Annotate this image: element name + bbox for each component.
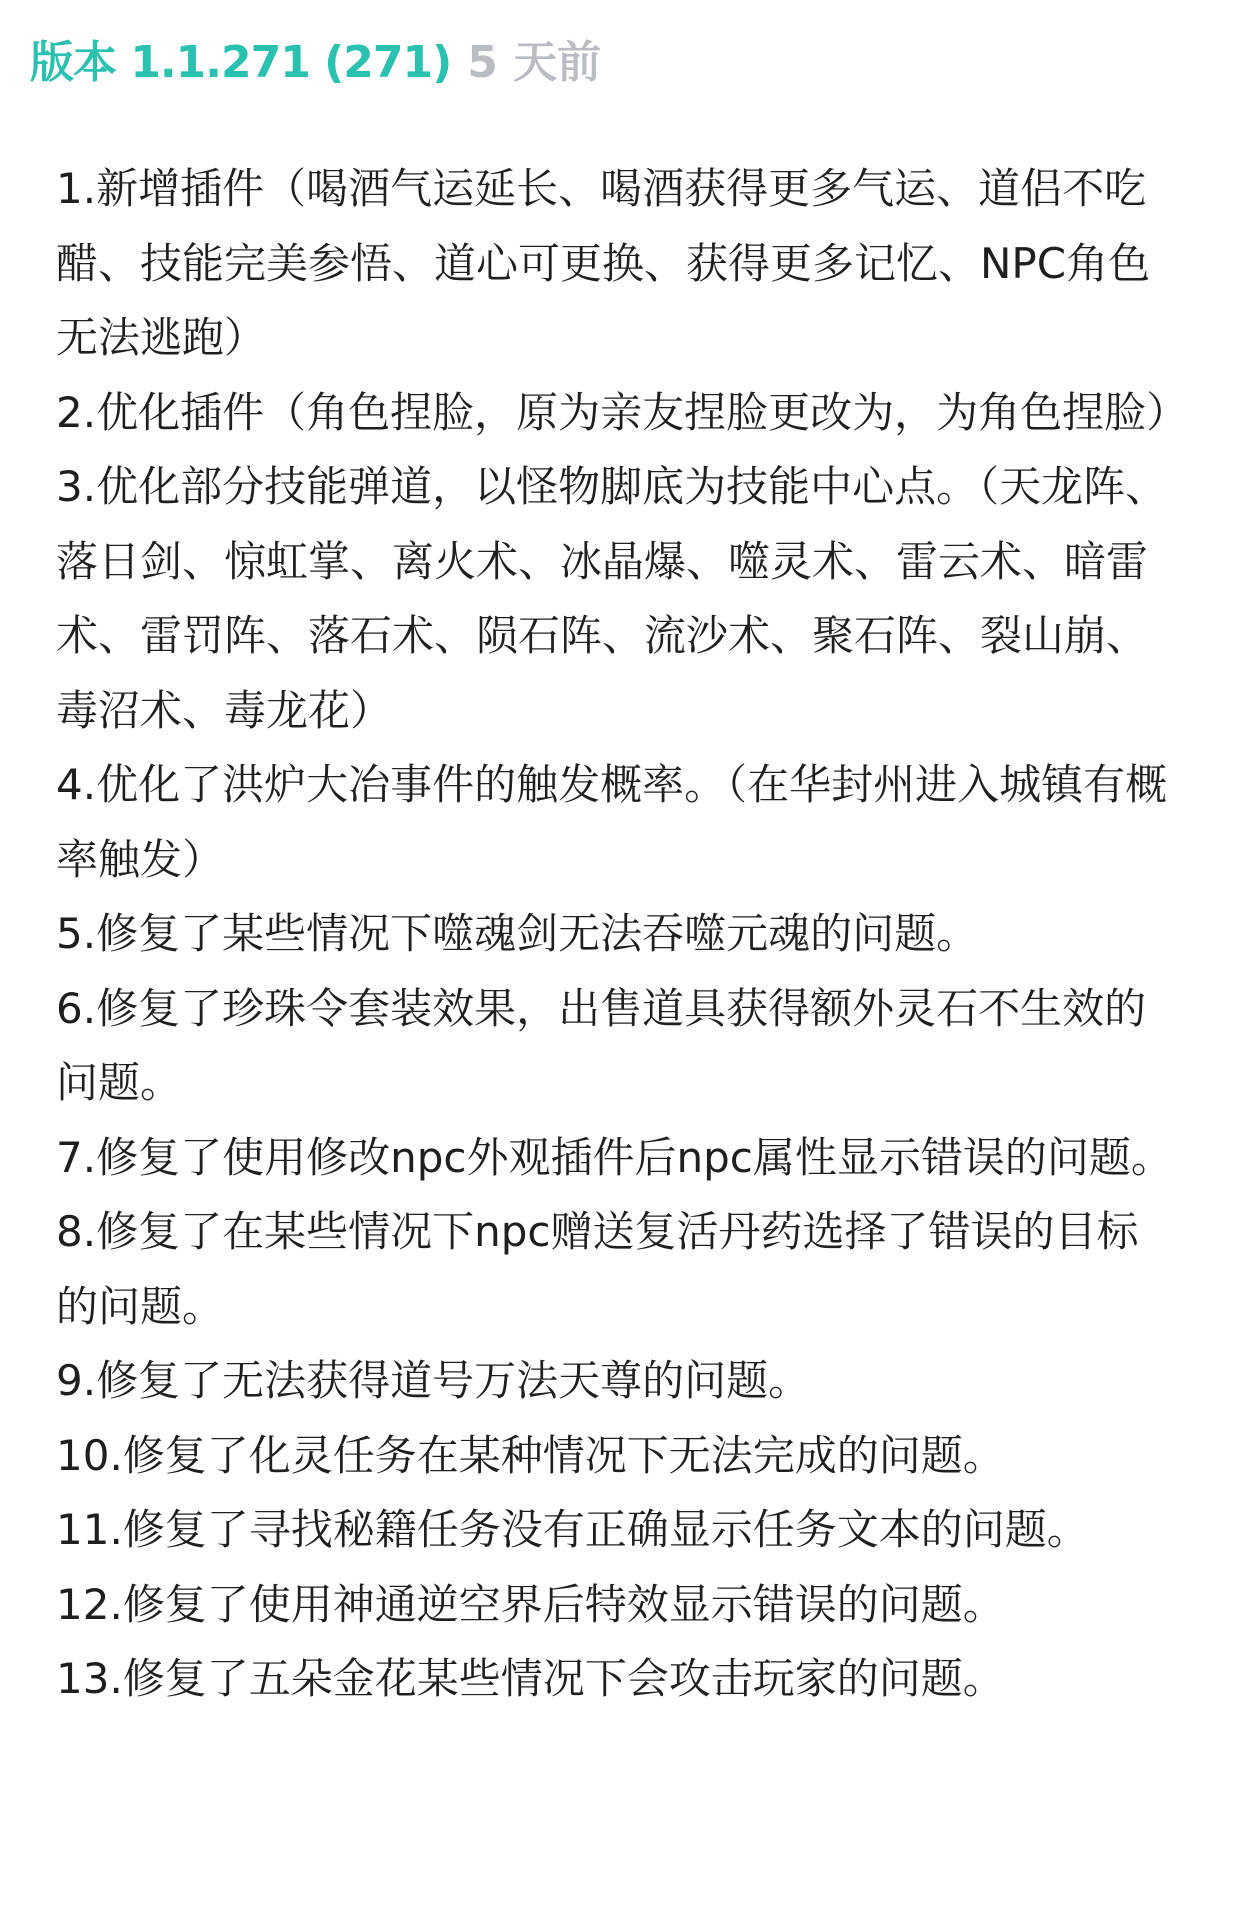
changelog-item: 11.修复了寻找秘籍任务没有正确显示任务文本的问题。	[56, 1505, 1089, 1554]
changelog-item: 6.修复了珍珠令套装效果，出售道具获得额外灵石不生效的问题。	[56, 983, 1147, 1107]
changelog-item: 10.修复了化灵任务在某种情况下无法完成的问题。	[56, 1430, 1005, 1480]
release-header	[30, 26, 601, 90]
changelog-item: 1.新增插件（喝酒气运延长、喝酒获得更多气运、道侣不吃醋、技能完美参悟、道心可更换、获得更多记忆、NPC角色无法逃跑）	[56, 164, 1151, 362]
changelog-item: 13.修复了五朵金花某些情况下会攻击玩家的问题。	[56, 1654, 1005, 1703]
changelog-item: 8.修复了在某些情况下npc赠送复活丹药选择了错误的目标的问题。	[56, 1207, 1139, 1331]
changelog-item: 9.修复了无法获得道号万法天尊的问题。	[56, 1356, 811, 1405]
changelog-list	[56, 152, 1189, 1717]
changelog-item: 4.优化了洪炉大冶事件的触发概率。（在华封州进入城镇有概率触发）	[56, 760, 1168, 884]
release-time: 5 天前	[467, 37, 602, 88]
changelog-item: 7.修复了使用修改npc外观插件后npc属性显示错误的问题。	[56, 1132, 1173, 1182]
changelog-item: 2.优化插件（角色捏脸，原为亲友捏脸更改为，为角色捏脸）	[56, 387, 1189, 437]
version-label: 版本 1.1.271 (271)	[30, 37, 452, 88]
changelog-item: 5.修复了某些情况下噬魂剑无法吞噬元魂的问题。	[56, 909, 979, 958]
changelog-item: 12.修复了使用神通逆空界后特效显示错误的问题。	[56, 1579, 1005, 1629]
changelog-item: 3.优化部分技能弹道，以怪物脚底为技能中心点。（天龙阵、落日剑、惊虹掌、离火术、冰晶爆、噬灵术、雷云术、暗雷术、雷罚阵、落石术、陨石阵、流沙术、聚石阵、裂山崩、毒沼术、毒龙花）	[56, 462, 1168, 735]
